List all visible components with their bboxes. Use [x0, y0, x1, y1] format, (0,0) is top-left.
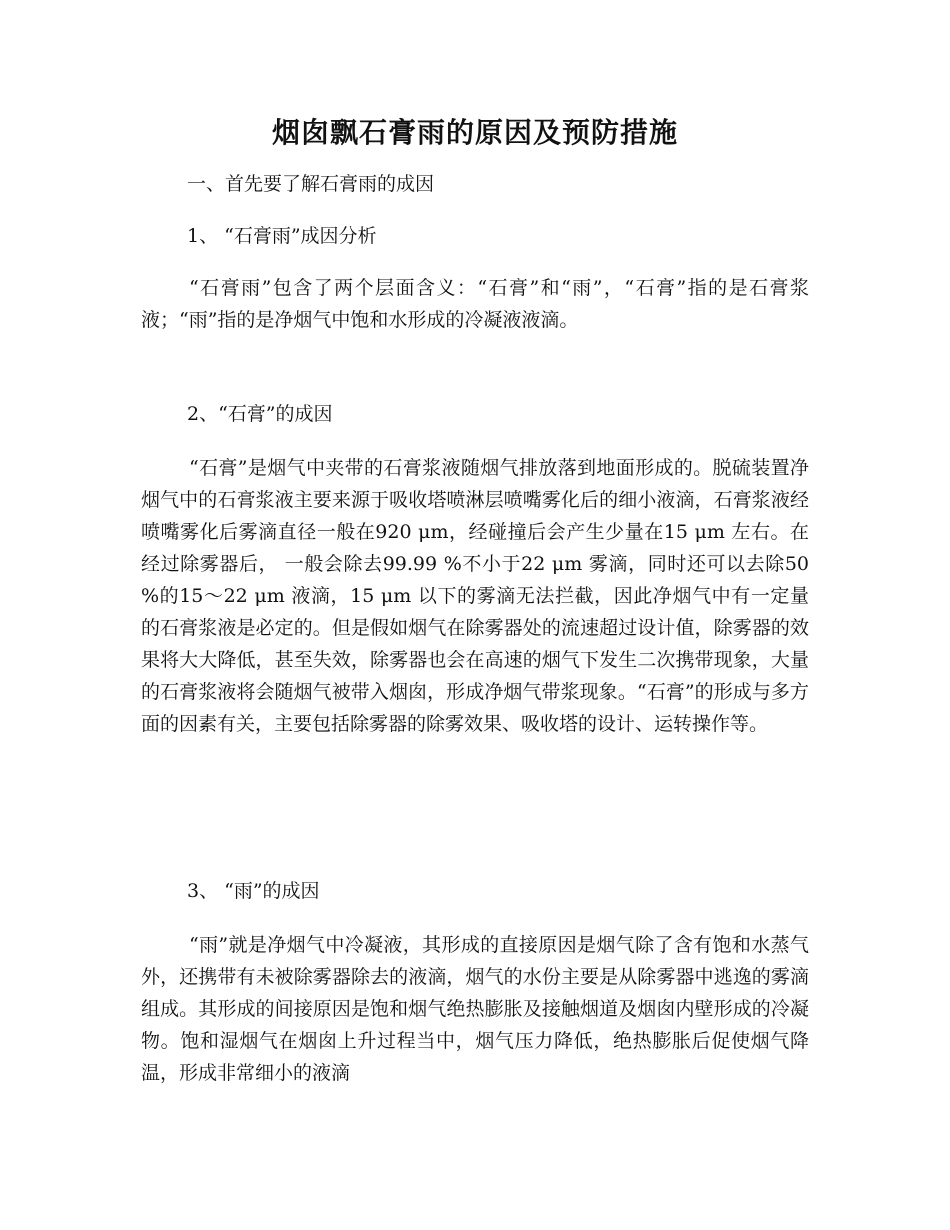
- paragraph-3: “雨”就是净烟气中冷凝液，其形成的直接原因是烟气除了含有饱和水蒸气外，还携带有未被除雾器除去的液滴，烟气的水份主要是从除雾器中逃逸的雾滴组成。其形成的间接原因是饱和烟气绝热膨胀及接触烟道及烟囱内壁形成的冷凝物。饱和湿烟气在烟囱上升过程当中，烟气压力降低，绝热膨胀后促使烟气降温，形成非常细小的液滴: [141, 934, 809, 1084]
- document-title: 烟囱飘石膏雨的原因及预防措施: [271, 116, 678, 149]
- paragraph-1: “石膏雨”包含了两个层面含义：“石膏”和“雨”，“石膏”指的是石膏浆液；“雨”指的是净烟气中饱和水形成的冷凝液液滴。: [141, 277, 809, 331]
- subsection-heading-3: 3、 “雨”的成因: [187, 880, 320, 902]
- subsection-heading-1: 1、 “石膏雨”成因分析: [187, 225, 377, 247]
- subsection-heading-2: 2、“石膏”的成因: [187, 403, 333, 425]
- section-heading: 一、首先要了解石膏雨的成因: [187, 173, 435, 195]
- paragraph-2: “石膏”是烟气中夹带的石膏浆液随烟气排放落到地面形成的。脱硫装置净烟气中的石膏浆液主要来源于吸收塔喷淋层喷嘴雾化后的细小液滴，石膏浆液经喷嘴雾化后雾滴直径一般在920 μm，经碰撞后会产生少量在15 μm 左右。在经过除雾器后， 一般会除去99.99 %不小于22 μm 雾滴，同时还可以去除50 %的15～22 μm 液滴，15 μm 以下的雾滴无法拦截，因此净烟气中有一定量的石膏浆液是必定的。但是假如烟气在除雾器处的流速超过设计值，除雾器的效果将大大降低，甚至失效，除雾器也会在高速的烟气下发生二次携带现象，大量的石膏浆液将会随烟气被带入烟囱，形成净烟气带浆现象。“石膏”的形成与多方面的因素有关，主要包括除雾器的除雾效果、吸收塔的设计、运转操作等。: [141, 457, 809, 735]
